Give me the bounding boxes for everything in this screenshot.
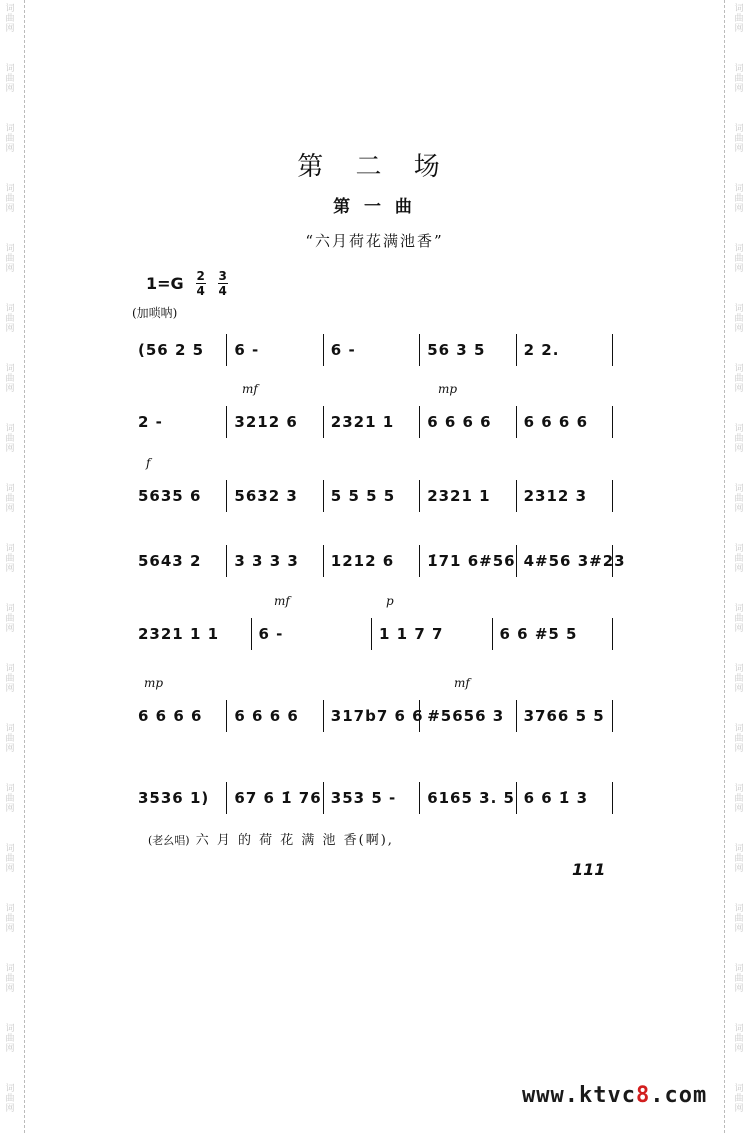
barline: [612, 545, 613, 577]
lyrics-text: 六 月 的 荷 花 满 池 香(啊),: [195, 833, 394, 848]
barline: [419, 406, 420, 438]
barline: [323, 545, 324, 577]
barline: [226, 406, 227, 438]
margin-watermark-text: 词 曲 网: [5, 544, 15, 574]
measure: 3 3 3 3: [234, 552, 299, 570]
barline: [516, 700, 517, 732]
measure: 5635 6: [138, 487, 202, 505]
margin-watermark-text: 词 曲 网: [734, 604, 744, 634]
measure: 1̇71 6#56: [427, 552, 516, 570]
margin-watermark-text: 词 曲 网: [5, 364, 15, 394]
barline: [323, 334, 324, 366]
margin-watermark-text: 词 曲 网: [5, 484, 15, 514]
measure: 6 6 6 6: [138, 707, 203, 725]
measure: 6 -: [234, 341, 260, 359]
barline: [419, 782, 420, 814]
margin-watermark-text: 词 曲 网: [734, 364, 744, 394]
barline: [516, 334, 517, 366]
measure: 6 -: [330, 341, 356, 359]
measure: #5656 3: [427, 707, 505, 725]
barline: [516, 480, 517, 512]
barline: [612, 334, 613, 366]
barline: [612, 618, 613, 650]
piece-title: 第 一 曲: [333, 197, 416, 217]
measure: 2321 1: [427, 487, 491, 505]
barline: [419, 334, 420, 366]
time-signature-1: $\frac{2}{4}$: [196, 269, 205, 298]
measure: 1 1 7 7: [379, 625, 444, 643]
dynamic-marking: mp: [438, 382, 458, 396]
measure: 353 5 -: [330, 789, 397, 807]
measure: 5643 2: [138, 552, 202, 570]
margin-watermark-text: 词 曲 网: [5, 1084, 15, 1114]
measure: 5 5 5 5: [330, 487, 396, 505]
barline: [226, 700, 227, 732]
margin-watermark-text: 词 曲 网: [5, 424, 15, 454]
margin-watermark-text: 词 曲 网: [5, 304, 15, 334]
margin-watermark-text: 词 曲 网: [5, 124, 15, 154]
margin-watermark-text: 词 曲 网: [734, 544, 744, 574]
barline: [371, 618, 372, 650]
dynamic-marking: mf: [242, 382, 258, 396]
measure: 5632 3: [234, 487, 298, 505]
barline: [323, 480, 324, 512]
barline: [251, 618, 252, 650]
measure: 2321 1 1: [138, 625, 220, 643]
site-watermark: www.ktvc8.com: [522, 1083, 708, 1108]
score-line: [132, 594, 614, 664]
key-signature: [146, 270, 228, 297]
measure: 6 6 6 6: [523, 413, 589, 431]
barline: [516, 545, 517, 577]
score-line: [132, 531, 626, 591]
measure: 317b7 6 6: [330, 707, 424, 725]
barline: [323, 406, 324, 438]
barline: [226, 782, 227, 814]
measure: (56 2 5: [138, 341, 205, 359]
time-signature-2: $\frac{3}{4}$: [218, 269, 227, 298]
margin-watermark-text: 词 曲 网: [5, 64, 15, 94]
margin-watermark-text: 词 曲 网: [5, 844, 15, 874]
barline: [612, 700, 613, 732]
score-line: [132, 676, 614, 746]
barline: [612, 782, 613, 814]
measure: 67 6 1̇ 76: [234, 789, 322, 807]
margin-watermark-text: 词 曲 网: [734, 844, 744, 874]
margin-watermark-text: 词 曲 网: [734, 244, 744, 274]
barline: [226, 480, 227, 512]
measure: 6165 3. 5: [427, 789, 515, 807]
margin-watermark-text: 词 曲 网: [5, 1024, 15, 1054]
barline: [419, 480, 420, 512]
instrument-note: (加唢呐): [132, 306, 178, 320]
margin-watermark-text: 词 曲 网: [734, 304, 744, 334]
margin-watermark-text: 词 曲 网: [734, 964, 744, 994]
score-line: [132, 382, 614, 452]
dynamic-marking: p: [386, 594, 394, 608]
margin-watermark-text: 词 曲 网: [734, 664, 744, 694]
page-number: 111: [572, 860, 606, 879]
measure: 2 2.: [523, 341, 560, 359]
barline: [323, 700, 324, 732]
barline: [612, 480, 613, 512]
margin-watermark-text: 词 曲 网: [5, 184, 15, 214]
measure: 3766 5 5: [523, 707, 605, 725]
measure: 6 6 6 6: [427, 413, 492, 431]
margin-watermark-text: 词 曲 网: [5, 784, 15, 814]
margin-watermark-text: 词 曲 网: [734, 904, 744, 934]
lyrics-line: [148, 829, 394, 848]
measure: 4#56 3#23: [523, 552, 626, 570]
key-label: 1=G: [146, 274, 184, 293]
score-line: [132, 456, 614, 526]
dynamic-marking: mp: [144, 676, 164, 690]
barline: [323, 782, 324, 814]
measure: 3212 6: [234, 413, 298, 431]
margin-watermark-text: 词 曲 网: [734, 4, 744, 34]
barline: [226, 545, 227, 577]
measure: 3536 1): [138, 789, 210, 807]
measure: 6 -: [258, 625, 284, 643]
score-line: [132, 768, 614, 828]
dynamic-marking: mf: [274, 594, 290, 608]
measure: 2321 1: [330, 413, 395, 431]
margin-watermark-text: 词 曲 网: [5, 244, 15, 274]
singer-label: (老幺唱): [148, 834, 190, 847]
dynamic-marking: f: [146, 456, 151, 470]
barline: [516, 406, 517, 438]
margin-watermark-text: 词 曲 网: [734, 424, 744, 454]
margin-watermark-text: 词 曲 网: [734, 484, 744, 514]
measure: 6 6 6 6: [234, 707, 299, 725]
margin-watermark-text: 词 曲 网: [734, 124, 744, 154]
margin-watermark-text: 词 曲 网: [734, 64, 744, 94]
scene-title: 第 二 场: [297, 152, 452, 182]
barline: [612, 406, 613, 438]
barline: [516, 782, 517, 814]
margin-watermark-text: 词 曲 网: [734, 184, 744, 214]
measure: 6 6 #5 5: [499, 625, 578, 643]
score-line: [132, 320, 614, 380]
margin-watermark-text: 词 曲 网: [5, 724, 15, 754]
song-title: “六月荷花满池香”: [305, 232, 444, 250]
margin-watermark-text: 词 曲 网: [734, 1024, 744, 1054]
margin-watermark-text: 词 曲 网: [734, 1084, 744, 1114]
barline: [419, 545, 420, 577]
margin-watermark-text: 词 曲 网: [5, 664, 15, 694]
barline: [492, 618, 493, 650]
margin-watermark-text: 词 曲 网: [5, 4, 15, 34]
barline: [419, 700, 420, 732]
measure: 2 -: [138, 413, 163, 431]
margin-watermark-text: 词 曲 网: [734, 784, 744, 814]
barline: [226, 334, 227, 366]
dynamic-marking: mf: [454, 676, 470, 690]
margin-watermark-text: 词 曲 网: [5, 604, 15, 634]
margin-watermark-text: 词 曲 网: [5, 904, 15, 934]
measure: 1212 6: [330, 552, 395, 570]
measure: 2312 3: [523, 487, 588, 505]
measure: 56 3 5: [427, 341, 486, 359]
measure: 6 6 1̇ 3: [523, 789, 589, 807]
margin-watermark-text: 词 曲 网: [734, 724, 744, 754]
margin-watermark-text: 词 曲 网: [5, 964, 15, 994]
